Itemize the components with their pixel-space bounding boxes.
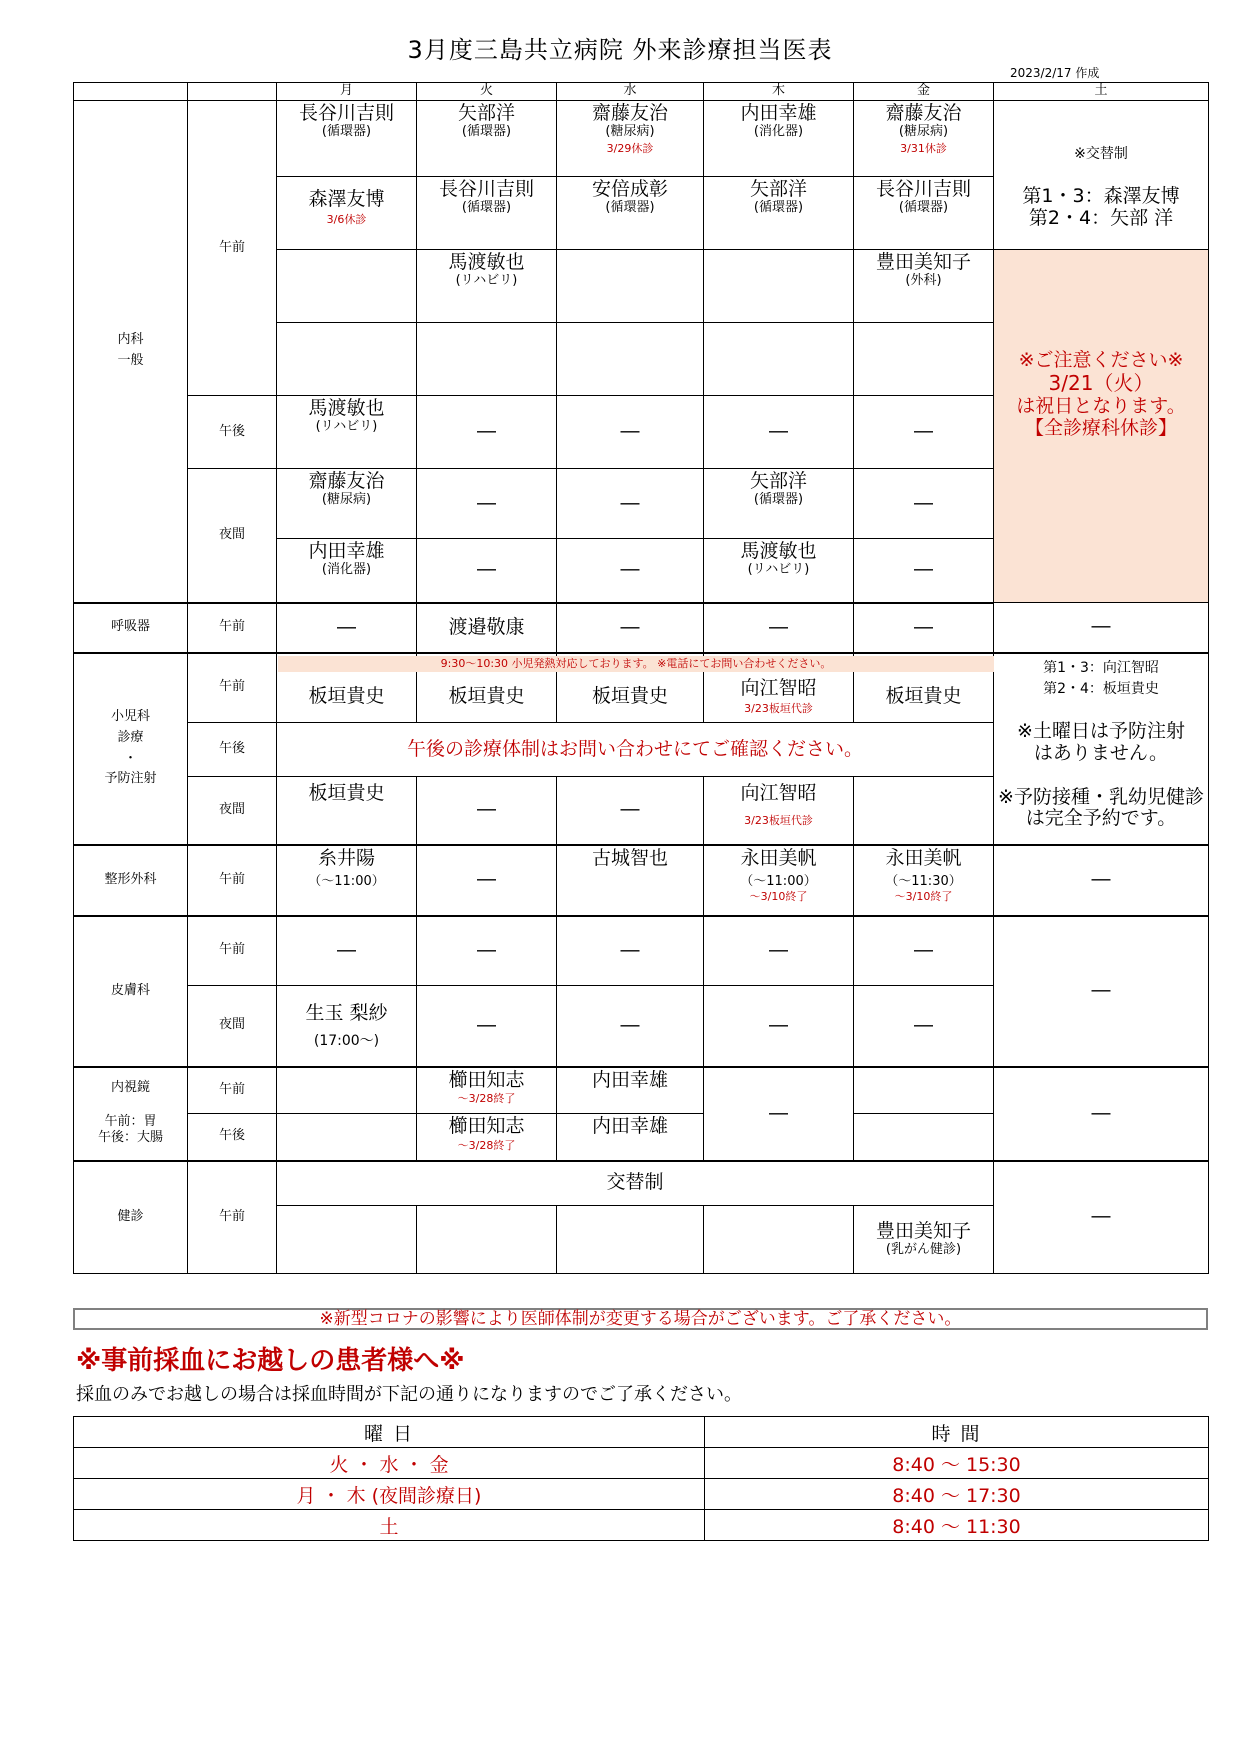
pediatric-fever-notice: 9:30～10:30 小児発熱対応しております。 ※電話にてお問い合わせください。 bbox=[278, 656, 994, 672]
doctor-cell: 長谷川吉則 (循環器) bbox=[417, 177, 557, 250]
corona-notice: ※新型コロナの影響により医師体制が変更する場合がございます。ご了承ください。 bbox=[73, 1308, 1208, 1330]
slot-am: 午前 bbox=[188, 101, 277, 396]
doctor-cell: 生玉 梨紗 (17:00～) bbox=[277, 986, 417, 1067]
dept-kokyuki: 呼吸器 bbox=[74, 603, 188, 653]
doctor-cell: 長谷川吉則 (循環器) bbox=[854, 177, 994, 250]
dept-naishikyo: 内視鏡 午前：胃 午後：大腸 bbox=[74, 1067, 188, 1161]
doctor-cell: 森澤友博 3/6休診 bbox=[277, 177, 417, 250]
slot-pm: 午後 bbox=[188, 396, 277, 469]
doctor-cell: 向江智昭 3/23板垣代診 bbox=[704, 777, 854, 845]
doctor-cell: 豊田美知子 (乳がん健診) bbox=[854, 1206, 994, 1274]
blood-time-table bbox=[73, 1416, 1209, 1541]
doctor-cell: 板垣貴史 bbox=[854, 653, 994, 723]
doctor-cell: 馬渡敏也 (リハビリ) bbox=[417, 250, 557, 323]
dept-shonika: 小児科 診療 ・ 予防注射 bbox=[74, 653, 188, 845]
created-date: 2023/2/17 作成 bbox=[1010, 66, 1100, 80]
doctor-cell: 安倍成彰 (循環器) bbox=[557, 177, 704, 250]
slot-night: 夜間 bbox=[188, 469, 277, 603]
doctor-cell: 永田美帆 （～11:00） ～3/10終了 bbox=[704, 845, 854, 916]
blood-heading: ※事前採血にお越しの患者様へ※ bbox=[76, 1346, 465, 1376]
doctor-cell: 板垣貴史 bbox=[277, 653, 417, 723]
doctor-cell: 矢部洋 (循環器) bbox=[417, 101, 557, 177]
doctor-cell: 永田美帆 （～11:30） ～3/10終了 bbox=[854, 845, 994, 916]
table-row: 土 8:40 ～ 11:30 bbox=[74, 1510, 1209, 1541]
day-wed: 水 bbox=[557, 83, 704, 101]
table-row: 火 ・ 水 ・ 金 8:40 ～ 15:30 bbox=[74, 1448, 1209, 1479]
doctor-cell: 内田幸雄 bbox=[557, 1114, 704, 1161]
dept-kenshin: 健診 bbox=[74, 1161, 188, 1274]
doctor-cell: 内田幸雄 (消化器) bbox=[277, 539, 417, 603]
doctor-cell: 馬渡敏也 (リハビリ) bbox=[704, 539, 854, 603]
dept-hifu: 皮膚科 bbox=[74, 916, 188, 1067]
doctor-cell: 長谷川吉則 (循環器) bbox=[277, 101, 417, 177]
blood-header-day: 曜 日 bbox=[74, 1417, 705, 1448]
doctor-cell: 内田幸雄 bbox=[557, 1067, 704, 1114]
doctor-cell: 櫛田知志 ～3/28終了 bbox=[417, 1114, 557, 1161]
doctor-cell: 馬渡敏也 (リハビリ) bbox=[277, 396, 417, 469]
day-tue: 火 bbox=[417, 83, 557, 101]
doctor-cell: 櫛田知志 ～3/28終了 bbox=[417, 1067, 557, 1114]
table-row: 月 ・ 木 (夜間診療日) 8:40 ～ 17:30 bbox=[74, 1479, 1209, 1510]
doctor-cell: 豊田美知子 (外科) bbox=[854, 250, 994, 323]
doctor-cell: 向江智昭 3/23板垣代診 bbox=[704, 653, 854, 723]
holiday-notice: ※ご注意ください※ 3/21（火） は祝日となります。 【全診療科休診】 bbox=[994, 250, 1209, 603]
blood-header-time: 時 間 bbox=[705, 1417, 1209, 1448]
day-mon: 月 bbox=[277, 83, 417, 101]
doctor-cell: 板垣貴史 bbox=[557, 653, 704, 723]
day-fri: 金 bbox=[854, 83, 994, 101]
day-thu: 木 bbox=[704, 83, 854, 101]
doctor-cell: 板垣貴史 bbox=[417, 653, 557, 723]
doctor-cell: 齋藤友治 (糖尿病) 3/31休診 bbox=[854, 101, 994, 177]
pediatric-pm-message: 午後の診療体制はお問い合わせにてご確認ください。 bbox=[277, 723, 994, 777]
doctor-cell: 齋藤友治 (糖尿病) bbox=[277, 469, 417, 539]
doctor-cell: 板垣貴史 bbox=[277, 777, 417, 845]
doctor-cell: 糸井陽 （～11:00） bbox=[277, 845, 417, 916]
doctor-cell: 矢部洋 (循環器) bbox=[704, 469, 854, 539]
page-title: 3月度三島共立病院 外来診療担当医表 bbox=[407, 36, 833, 64]
doctor-cell: 齋藤友治 (糖尿病) 3/29休診 bbox=[557, 101, 704, 177]
sat-shonika-cell: 第1・3：向江智昭 第2・4：板垣貴史 ※土曜日は予防注射 はありません。 ※予防接種・乳幼児健診 は完全予約です。 bbox=[994, 653, 1209, 845]
doctor-cell: 古城智也 bbox=[557, 845, 704, 916]
dept-seikei: 整形外科 bbox=[74, 845, 188, 916]
schedule-table: 月 火 水 木 金 土 内科 一般 午前 長谷川吉則 (循環器) 矢部洋 (循環器) 齋藤友治 (糖尿病) 3/29休診 内田幸雄 (消化器) 齋藤友治 (糖尿病) 3/31休診 ※交替制 第1・3：森澤友博 第2・4：矢部 洋 森澤友博 3/6休診 長谷川吉則 (循環器) 安倍成彰 (循環器) 矢部洋 (循環器) 長谷川吉則 (循環器) 馬渡敏也 (リハビリ) 豊田美知子 (外科) ※ご注意ください※ 3/21（火） は祝日となります。 【全診療科休診】 午後 馬渡敏也 (リハビリ) ― ― ― ― 夜間 齋藤友治 (糖尿病) ― ― 矢部洋 (循環器) ― 内田幸雄 (消化器) ― ― 馬渡敏也 (リハビリ) ― 呼吸器 午前 ― 渡邉敬康 ― ― ― ― 小児科 診療 ・ 予防注射 午前 板垣貴史 板垣貴史 板垣貴史 向江智昭 3/23板垣代診 板垣貴史 第1・3：向江智昭 第2・4：板垣貴史 ※土曜日は予防注射 はありません。 ※予防接種・乳幼児健診 は完全予約です。 午後 午後の診療体制はお問い合わせにてご確認ください。 夜間 板垣貴史 ― ― 向江智昭 3/23板垣代診 整形外科 午前 糸井陽 （～11:00） ― 古城智也 永田美帆 （～11:00） ～3/10終了 永田美帆 （～11:30） ～3/10終了 ― 皮膚科 午前 ― ― ― ― ― ― 夜間 生玉 梨紗 (17:00～) ― ― ― ― 内視鏡 午前：胃 午後：大腸 午前 櫛田知志 ～3/28終了 内田幸雄 ― ― 午後 櫛田知志 ～3/28終了 内田幸雄 健診 午前 交替制 ― 豊田美知子 (乳がん健診) bbox=[73, 82, 1209, 1274]
day-sat: 土 bbox=[994, 83, 1209, 101]
kenshin-rotation: 交替制 bbox=[277, 1161, 994, 1206]
day-header-row bbox=[74, 83, 1209, 101]
doctor-cell: 渡邉敬康 bbox=[417, 603, 557, 653]
doctor-cell: 矢部洋 (循環器) bbox=[704, 177, 854, 250]
sat-rotation-cell: ※交替制 第1・3：森澤友博 第2・4：矢部 洋 bbox=[994, 101, 1209, 250]
dept-naika: 内科 一般 bbox=[74, 101, 188, 603]
blood-intro: 採血のみでお越しの場合は採血時間が下記の通りになりますのでご了承ください。 bbox=[76, 1384, 742, 1405]
doctor-cell: 内田幸雄 (消化器) bbox=[704, 101, 854, 177]
